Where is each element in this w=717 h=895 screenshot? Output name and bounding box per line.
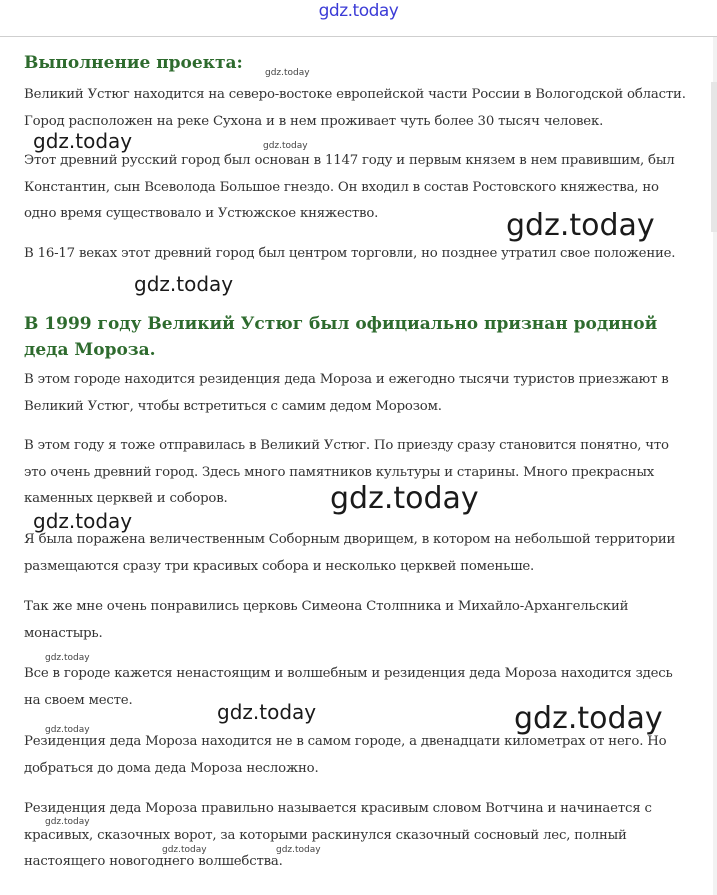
paragraph-magic: Все в городе кажется ненастоящим и волшебным и резиденция деда Мороза находится здесь на своем месте. [24, 666, 673, 708]
watermark: gdz.today [45, 817, 90, 827]
paragraph-trade: В 16-17 веках этот древний город был центром торговли, но позднее утратил свое положение. [24, 246, 676, 261]
watermark: gdz.today [506, 208, 655, 243]
watermark: gdz.today [134, 272, 234, 296]
paragraph-trip: В этом году я тоже отправилась в Великий Устюг. По приезду сразу становится понятно, что это очень древний город. Здесь много памятников культуры и старины. Много прекрасных каменных церквей и соборов. [24, 438, 669, 506]
watermark: gdz.today [45, 653, 90, 663]
watermark: gdz.today [263, 141, 308, 151]
watermark: gdz.today [330, 481, 479, 516]
paragraph-distance: Резиденция деда Мороза находится не в самом городе, а двенадцати километрах от него. Но добраться до дома деда Мороза несложно. [24, 734, 667, 776]
site-logo[interactable]: gdz.today [318, 1, 399, 21]
paragraph-votchina: Резиденция деда Мороза правильно называется красивым словом Вотчина и начинается с красивых, сказочных ворот, за которыми раскинулся сказочный сосновый лес, полный настоящего новогоднего волшебства. [24, 801, 652, 869]
paragraph-sobornoe-dvorishche: Я была поражена величественным Соборным дворищем, в котором на небольшой территории размещаются сразу три красивых собора и несколько церквей поменьше. [24, 532, 676, 574]
watermark: gdz.today [276, 845, 321, 855]
watermark: gdz.today [33, 509, 133, 533]
paragraph-churches: Так же мне очень понравились церковь Симеона Столпника и Михайло-Архангельский монастырь. [24, 599, 629, 641]
section-heading-ded-moroz: В 1999 году Великий Устюг был официально признан родиной деда Мороза. [24, 314, 658, 360]
paragraph-residence: В этом городе находится резиденция деда Мороза и ежегодно тысячи туристов приезжают в Великий Устюг, чтобы встретиться с самим дедом Морозом. [24, 372, 669, 414]
paragraph-location: Великий Устюг находится на северо-востоке европейской части России в Вологодской области. Город расположен на реке Сухона и в нем проживает чуть более 30 тысяч человек. [24, 87, 686, 129]
watermark: gdz.today [514, 701, 663, 736]
watermark: gdz.today [217, 700, 317, 724]
section-heading-project: Выполнение проекта: [24, 53, 243, 73]
watermark: gdz.today [45, 725, 90, 735]
watermark: gdz.today [33, 129, 133, 153]
watermark: gdz.today [162, 845, 207, 855]
watermark: gdz.today [265, 68, 310, 78]
paragraph-history: Этот древний русский город был основан в 1147 году и первым князем в нем правившим, был Константин, сын Всеволода Большое гнездо. Он входил в состав Ростовского княжества, но одно время существовало и Устюжское княжество. [24, 153, 675, 221]
